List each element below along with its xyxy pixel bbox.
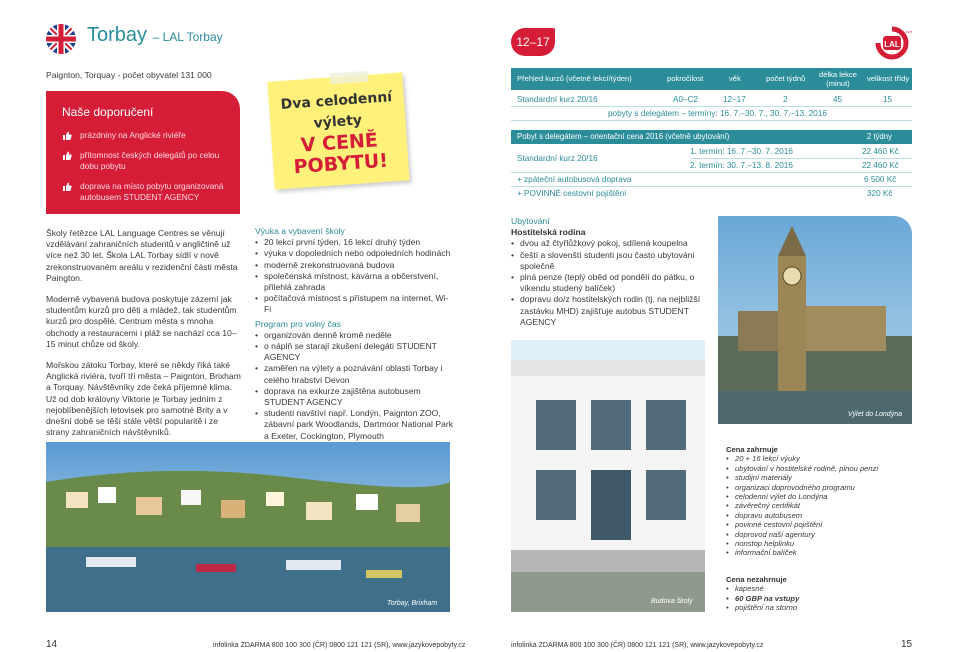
list-item: • dopravu do/z hostitelských rodin (tj. na nejbližší zastávku MHD) zajišťuje autobus STUDENT AGENCY: [511, 294, 707, 328]
teaching-column: [255, 226, 455, 464]
page-number-left: 14: [46, 639, 58, 650]
photo-caption: Torbay, Brixham: [387, 600, 438, 607]
thumbs-up-icon: [62, 182, 72, 192]
list-item: • studenti navštíví např. Londýn, Paignton ZOO, zábavní park Woodlands, Dartmoor National Park a Exeter, Cockington, Plymouth: [255, 408, 455, 442]
brixham-photo: [46, 442, 450, 612]
list-item: • dvou až čtyřlůžkový pokoj, sdílená koupelna: [511, 238, 707, 249]
building-photo: [511, 340, 705, 612]
course-cell: A0–C2: [673, 95, 699, 104]
term-price: 22 460 Kč: [862, 161, 899, 170]
list-item: • dopravu autobusem: [726, 511, 912, 520]
teaching-list: [255, 237, 455, 315]
photo-caption: Budova školy: [651, 598, 693, 605]
price-excludes: [726, 575, 912, 613]
course-cell: 15: [883, 95, 893, 104]
recommendation-text: doprava na místo pobytu organizovaná autobusem STUDENT AGENCY: [80, 180, 224, 202]
footer-info-left: infolinka ZDARMA 800 100 300 (ČR) 0800 121 121 (SR), www.jazykovepobyty.cz: [213, 642, 466, 649]
city-population: Paignton, Torquay - počet obyvatel 131 000: [46, 70, 212, 80]
extra-price: 320 Kč: [867, 189, 893, 198]
term-label: 1. termín: 16. 7.–30. 7. 2016: [690, 147, 793, 156]
col-header: velikost třídy: [867, 74, 910, 83]
uk-flag-icon: [46, 24, 76, 54]
list-item: • počítačová místnost s přístupem na internet, Wi-Fi: [255, 293, 455, 315]
list-item: • ubytování v hostitelské rodině, plnou penzi: [726, 464, 912, 473]
list-item: • doprovod naší agentury: [726, 530, 912, 539]
recommendation-text: prázdniny na Anglické riviéře: [80, 130, 186, 140]
note-line: POBYTU!: [292, 149, 389, 179]
lal-logo: [872, 25, 912, 61]
page-title: [87, 24, 223, 47]
page-number-right: 15: [901, 639, 913, 650]
price-heading-right: 2 týdny: [866, 132, 892, 141]
paragraph: Školy řetězce LAL Language Centres se věnují vzdělávání zahraničních studentů v angličtině už více než 30 let. Škola LAL Torbay sídlí v nově zrekonstruovaném areálu v rezidenční části města Paington.: [46, 228, 238, 283]
price-heading: Pobyt s delegátem – orientační cena 2016 (včetně ubytování): [517, 132, 730, 141]
list-item: • nonstop helplinku: [726, 539, 912, 548]
divider: [511, 106, 912, 107]
extra-label: + zpáteční autobusová doprava: [517, 175, 632, 184]
note-line: Dva celodenní: [280, 89, 393, 113]
list-item: • celodenní výlet do Londýna: [726, 492, 912, 501]
list-item: • společenská místnost, kavárna a občerstvení, přilehlá zahrada: [255, 271, 455, 293]
list-item: • o náplň se starají zkušení delegáti STUDENT AGENCY: [255, 341, 455, 363]
recommendation-item: [62, 181, 228, 204]
list-item: • povinné cestovní pojištění: [726, 520, 912, 529]
divider: [511, 172, 912, 173]
courses-table-header: [511, 68, 912, 90]
recommendation-item: [62, 130, 228, 142]
list-item: • organizován denně kromě neděle: [255, 330, 455, 341]
logo-ring-text: since 1978: [897, 30, 912, 34]
divider: [690, 158, 912, 159]
recommendation-heading: Naše doporučení: [62, 105, 154, 119]
extra-price: 6 500 Kč: [864, 175, 897, 184]
list-item: • výuka v dopoledních nebo odpoledních hodinách: [255, 248, 455, 259]
course-dates: pobyty s delegátem – termíny: 16. 7.–30. 7., 30. 7.–13. 2016: [608, 109, 827, 118]
list-item: • 60 GBP na vstupy: [726, 594, 912, 603]
col-header: věk: [729, 74, 741, 83]
paragraph: Moderně vybavená budova poskytuje zázemí jak studentům kurzů pro děti a mládež, tak studentům kurzů pro dospělé. Centrum města s mnoha obchody a restauracemi i pláž se nachází cca 10–15 minut chůze od školy.: [46, 294, 237, 349]
col-header: délka lekce (minut): [819, 70, 857, 88]
divider: [511, 186, 912, 187]
term-price: 22 460 Kč: [862, 147, 899, 156]
title-sub: – LAL Torbay: [152, 30, 223, 44]
col-header: počet týdnů: [766, 74, 806, 83]
course-cell: 45: [833, 95, 843, 104]
course-cell: Standardní kurz 20/16: [517, 95, 598, 104]
course-cell: 12–17: [723, 95, 746, 104]
accommodation-column: [511, 216, 707, 328]
excludes-list: [726, 584, 912, 612]
price-table-header: [511, 130, 912, 144]
divider: [511, 120, 912, 121]
list-item: • organizaci doprovodného programu: [726, 483, 912, 492]
logo-text: LAL: [884, 40, 900, 49]
recommendation-box: [46, 91, 240, 214]
photo-caption: Výlet do Londýna: [847, 411, 902, 418]
term-label: 2. termín: 30. 7.–13. 8. 2016: [690, 161, 793, 170]
list-item: • kapesné: [726, 584, 912, 593]
list-item: • doprava na exkurze zajištěna autobusem STUDENT AGENCY: [255, 386, 455, 408]
list-item: • 20 lekcí první týden, 16 lekcí druhý týden: [255, 237, 455, 248]
note-line: V CENĚ: [300, 129, 379, 157]
list-item: • studijní materiály: [726, 473, 912, 482]
paragraph: Mořskou zátoku Torbay, které se někdy říká také Anglická riviéra, tvoří tři města – Paignton, Brixham a Torquay. Návštěvníky zde čeká příjemné klima. Už od dob královny Viktorie je Torbay jedním z nejoblíbenějších letovisek pro samotné Brity a v dnešní době se těší stále větší popularitě i ze strany zahraničních návštěvníků.: [46, 360, 241, 438]
list-item: • čeští a slovenští studenti jsou často ubytováni společně: [511, 250, 707, 272]
list-item: • pojištění na storno: [726, 603, 912, 612]
thumbs-up-icon: [62, 151, 72, 161]
section-heading: Program pro volný čas: [255, 318, 341, 329]
section-subheading: Hostitelská rodina: [511, 227, 586, 238]
accommodation-list: [511, 238, 707, 328]
section-heading: Ubytování: [511, 216, 550, 226]
extra-label: + POVINNÉ cestovní pojištění: [517, 189, 627, 198]
recommendation-item: [62, 150, 228, 173]
course-cell: 2: [783, 95, 788, 104]
includes-heading: Cena zahrnuje: [726, 445, 778, 454]
price-includes: [726, 445, 912, 558]
excludes-heading: Cena nezahrnuje: [726, 575, 787, 584]
london-photo: [718, 216, 912, 424]
note-line: výlety: [313, 112, 363, 132]
includes-list: [726, 454, 912, 557]
footer-info-right: infolinka ZDARMA 800 100 300 (ČR) 0800 121 121 (SR), www.jazykovepobyty.cz: [511, 642, 764, 649]
section-heading: Výuka a vybavení školy: [255, 226, 345, 236]
title-main: Torbay: [87, 24, 148, 46]
list-item: • 20 + 16 lekcí výuky: [726, 454, 912, 463]
list-item: • plná penze (teplý oběd od pondělí do pátku, o víkendu studený balíček): [511, 272, 707, 294]
list-item: • zaměřen na výlety a poznávání oblasti Torbay i celého hrabství Devon: [255, 363, 455, 385]
price-course: Standardní kurz 20/16: [517, 154, 598, 163]
age-badge: 12–17: [511, 28, 555, 56]
thumbs-up-icon: [62, 131, 72, 141]
sticky-note: [267, 72, 409, 189]
recommendation-text: přítomnost českých delegátů po celou dobu pobytu: [80, 149, 220, 171]
intro-column: [46, 228, 241, 448]
list-item: • závěrečný certifikát: [726, 501, 912, 510]
col-header: Přehled kurzů (včetně lekcí/týden): [517, 74, 632, 83]
col-header: pokročilost: [667, 74, 704, 83]
list-item: • informační balíček: [726, 548, 912, 557]
list-item: • moderně zrekonstruovaná budova: [255, 260, 455, 271]
